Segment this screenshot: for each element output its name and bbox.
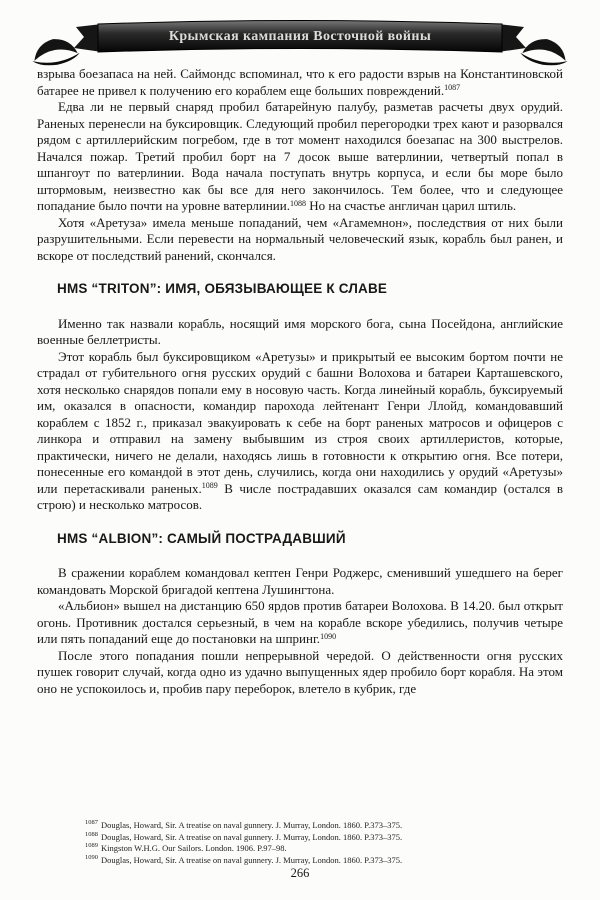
footnote-number: 1087 xyxy=(85,820,98,827)
footnote-number: 1090 xyxy=(85,854,98,861)
footnote-number: 1089 xyxy=(85,843,98,850)
section-heading: HMS “ALBION”: САМЫЙ ПОСТРАДАВШИЙ xyxy=(57,530,346,546)
footnote-number: 1088 xyxy=(85,831,98,838)
ribbon-banner xyxy=(68,14,532,60)
paragraph: «Альбион» вышел на дистанцию 650 ярдов против батареи Волохова. В 14.20. был открыт огонь. Противник достался серьезный, в чем на корабле вскоре убедились, получив четыре или пять попаданий еще до постановки на шпринг.$^{1090}$ xyxy=(37,598,563,646)
paragraph: После этого попадания пошли непрерывной чередой. О действенности огня русских пушек говорит случай, когда одно из удачно выпущенных ядер пробило борт корабля. На этом оно не успокоилось и, пробив пару переборок, влетело в кубрик, где xyxy=(37,647,563,696)
page-body xyxy=(37,66,563,814)
footnotes xyxy=(37,820,563,866)
footnote: $^{1089}$ Kingston W.H.G. Our Sailors. London. 1906. P.97–98. xyxy=(85,843,287,853)
section-heading: HMS “TRITON”: ИМЯ, ОБЯЗЫВАЮЩЕЕ К СЛАВЕ xyxy=(57,281,388,296)
footnote: $^{1090}$ Douglas, Howard, Sir. A treatise on naval gunnery. J. Murray, London. 1860. P.373–375. xyxy=(85,854,403,865)
footnote: $^{1087}$ Douglas, Howard, Sir. A treatise on naval gunnery. J. Murray, London. 1860. P.373–375. xyxy=(85,820,403,830)
footnote: $^{1088}$ Douglas, Howard, Sir. A treatise on naval gunnery. J. Murray, London. 1860. P.373–375. xyxy=(85,831,403,842)
paragraph: Хотя «Аретуза» имела меньше попаданий, чем «Агамемнон», последствия от них были разрушительными. Если перевести на нормальный человеческий язык, корабль был ранен, и вскоре от последствий ранений, скончался. xyxy=(37,214,563,263)
chapter-banner xyxy=(0,6,600,70)
footnote-ref: 1088 xyxy=(289,198,306,208)
footnote-ref: 1090 xyxy=(320,631,337,641)
paragraph: Именно так назвали корабль, носящий имя морского бога, сына Посейдона, английские военные беллетристы. xyxy=(37,315,563,347)
footnote-ref: 1087 xyxy=(444,83,461,92)
paragraph: взрыва боезапаса на ней. Саймондс вспоминал, что к его радости взрыв на Константиновской батарее не привел к получению его кораблем еще больших повреждений.$^{1087}$ xyxy=(37,66,563,98)
footnote-ref: 1089 xyxy=(201,481,218,490)
banner-title: Крымская кампания Восточной войны xyxy=(168,29,432,44)
paragraph: Этот корабль был буксировщиком «Аретузы» и прикрытый ее высоким бортом почти не страдал от губительного огня русских орудий с башни Волохова и батареи Карташевского, хотя несколько снарядов попали ему в носовую часть. Когда линейный корабль, буксируемый им, оказался в опасности, командир парохода лейтенант Генри Ллойд, командовавший кораблем с 1852 г., приказал эвакуировать к себе на борт раненых матросов и офицеров с линкора и отправил на замену выбывшим из строя своих артиллеристов, которые, практически, ничего не делали, находясь лишь в готовности к открытию огня. Все потери, понесенные его командой в этот день, случились, когда они находились у орудий «Аретузы» или перетаскивали раненых.$^{1089}$ В числе пострадавших оказался сам командир (остался в строю) и несколько матросов. xyxy=(37,348,563,512)
paragraph: Едва ли не первый снаряд пробил батарейную палубу, разметав расчеты двух орудий. Раненых перенесли на буксировщик. Следующий пробил перегородки трех кают и разорвался рядом с артиллерийским погребом, где в тот момент находился боезапас на 300 выстрелов. Начался пожар. Третий пробил борт на 7 досок выше ватерлинии, четвертый попал в шпангоут по ватерлинии. Вода начала поступать внутрь корпуса, и если бы море было штормовым, неизвестно как бы все для него закончилось. Тем более, что и следующее попадание было почти на уровне ватерлинии.$^{1088}$ Но на счастье англичан царил штиль. xyxy=(37,99,563,213)
page-number: 266 xyxy=(290,866,310,880)
paragraph: В сражении кораблем командовал кептен Генри Роджерс, сменивший ушедшего на берег командовать Морской бригадой кептена Лушингтона. xyxy=(37,565,563,597)
